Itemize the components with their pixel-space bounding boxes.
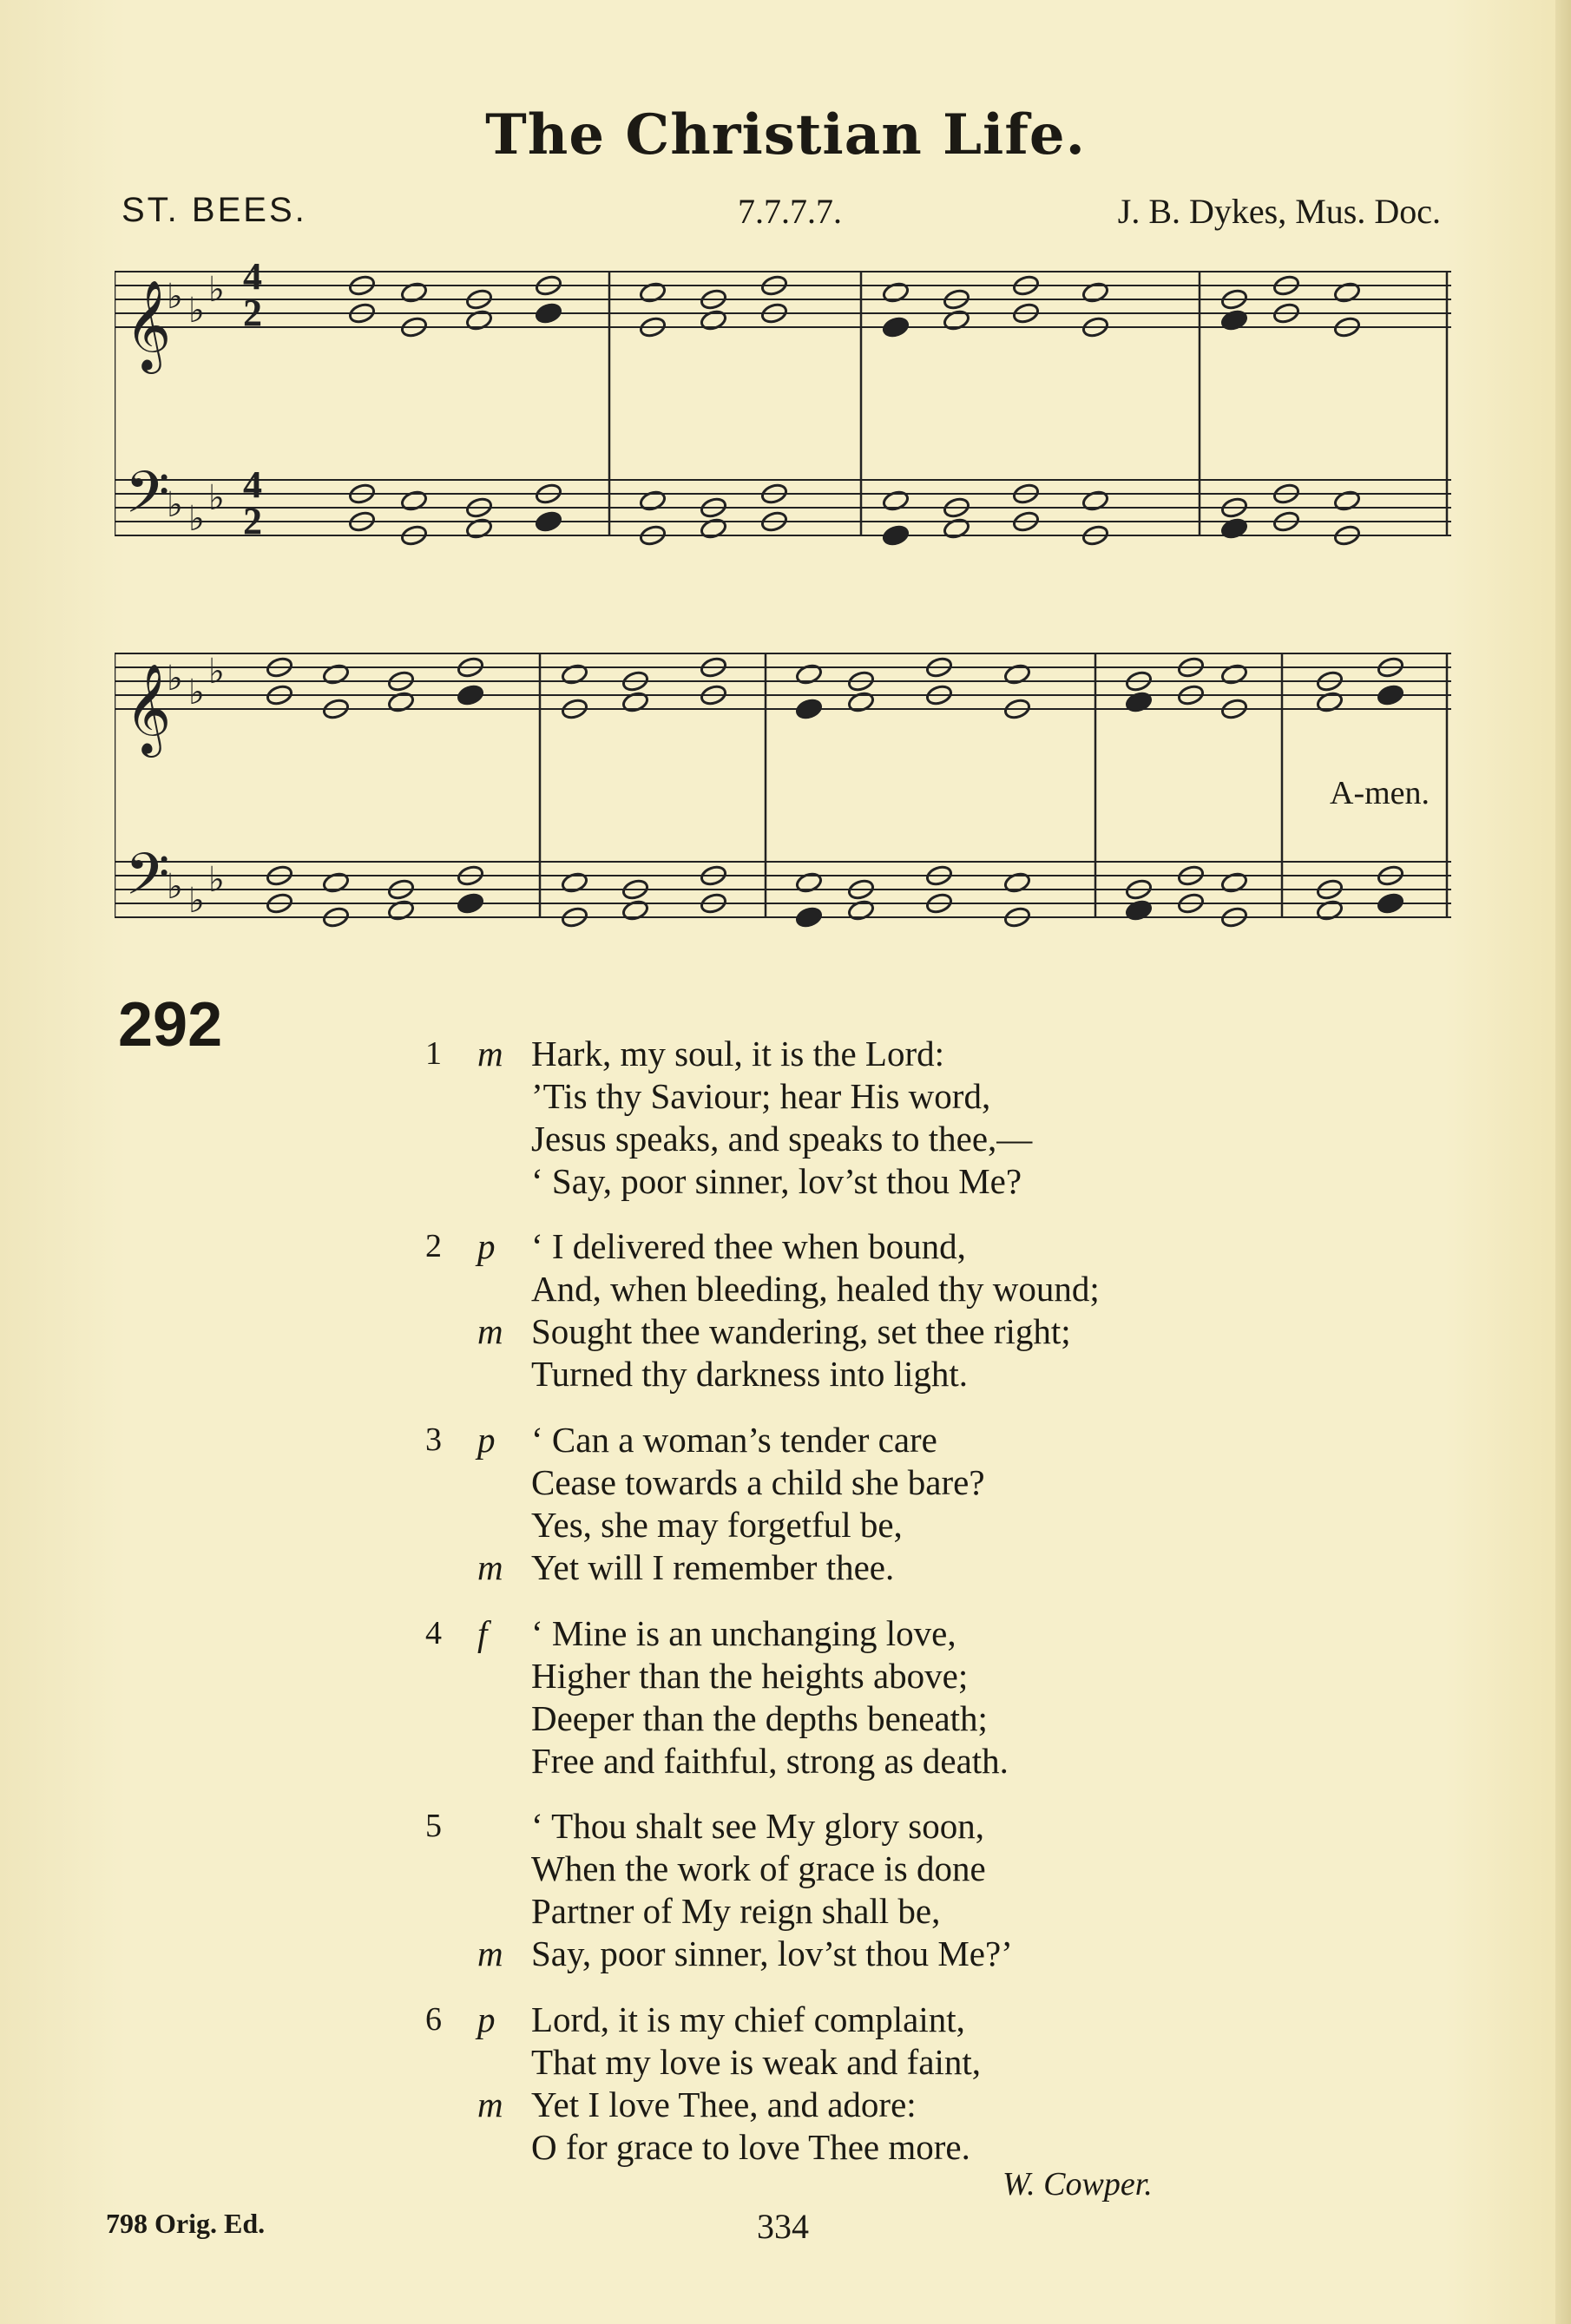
tune-name: ST. BEES. [122,191,307,229]
note-head [457,684,484,706]
lyric-line: ‘ Mine is an unchanging love, [531,1613,956,1653]
dynamic-marking: f [477,1613,488,1653]
note-head [847,899,875,922]
note-head [1125,691,1153,713]
lyric-line: Cease towards a child she bare? [531,1462,985,1502]
lyric-line: When the work of grace is done [531,1848,986,1888]
hymn-number: 292 [118,990,223,1060]
note-head [400,281,428,304]
stanza-line [425,1075,1293,1118]
stanza [425,1999,1293,2169]
note-head [1377,892,1404,915]
dynamic-marking: m [477,1034,503,1073]
lyric-line: Say, poor sinner, lov’st thou Me?’ [531,1933,1013,1973]
stanza-line [425,1225,1293,1268]
note-head [1333,489,1361,512]
barlines [115,272,1447,917]
music-score [115,256,1469,968]
stanza [425,1033,1293,1203]
bass-clef: 𝄢 [125,459,170,540]
lyric-line: Higher than the heights above; [531,1656,969,1696]
svg-text:♭: ♭ [167,485,183,525]
dynamic-marking: m [477,1311,503,1351]
lyric-line: ‘ Say, poor sinner, lov’st thou Me? [531,1161,1022,1201]
note-head [1333,281,1361,304]
tune-metre: 7.7.7.7. [738,192,842,231]
stanza-line [425,1697,1293,1740]
lyric-line: Yes, she may forgetful be, [531,1505,903,1545]
stanza-line [425,1612,1293,1655]
stanza-line [425,1419,1293,1461]
stanza-number: 2 [425,1228,442,1264]
section-title: The Christian Life. [485,102,1086,167]
note-head [1220,663,1248,686]
lyric-line: ‘ I delivered thee when bound, [531,1226,966,1266]
lyric-line: Free and faithful, strong as death. [531,1741,1009,1781]
stanza-line [425,1033,1293,1075]
note-head [882,524,910,547]
note-head [322,871,350,894]
dynamic-marking: p [477,1226,496,1266]
svg-text:♭: ♭ [188,881,205,921]
stanza [425,1805,1293,1975]
svg-text:2: 2 [243,292,262,334]
note-head [1220,871,1248,894]
stanza [425,1225,1293,1395]
note-head [465,309,493,332]
clefs [125,279,171,922]
treble-clef: 𝄞 [125,663,172,754]
note-head [882,281,910,304]
stanza-line [425,1740,1293,1782]
svg-text:♭: ♭ [208,270,225,310]
note-head [465,517,493,540]
time-signatures [243,256,262,542]
key-signatures [167,270,225,921]
stanza-line [425,1805,1293,1848]
note-head [387,899,415,922]
stanza [425,1612,1293,1782]
stanza-line [425,1118,1293,1160]
notes [266,274,1404,929]
lyric-line: Yet I love Thee, and adore: [531,2084,917,2124]
note-head [700,517,727,540]
note-head [1003,871,1031,894]
stanza-number: 1 [425,1035,442,1072]
svg-text:♭: ♭ [188,673,205,712]
note-head [1316,899,1344,922]
note-head [795,871,823,894]
stanza-line [425,1353,1293,1395]
note-head [400,489,428,512]
note-head [1316,691,1344,713]
svg-text:♭: ♭ [208,652,225,692]
note-head [1081,281,1109,304]
stanza-line [425,1160,1293,1203]
svg-text:♭: ♭ [167,277,183,317]
stanza-line [425,1461,1293,1504]
lyric-line: Yet will I remember thee. [531,1547,895,1587]
note-head [561,871,588,894]
hymn-author: W. Cowper. [1002,2166,1153,2203]
stanza-line [425,2084,1293,2126]
lyric-line: Turned thy darkness into light. [531,1354,969,1394]
stanza-line [425,1546,1293,1589]
stanza-line [425,1933,1293,1975]
dynamic-marking: p [477,1420,496,1460]
dynamic-marking: m [477,1547,503,1587]
svg-text:4: 4 [243,256,262,298]
svg-text:♭: ♭ [188,291,205,331]
treble-clef: 𝄞 [125,279,172,371]
lyric-line: Jesus speaks, and speaks to thee,— [531,1119,1033,1159]
note-head [700,309,727,332]
note-head [943,517,970,540]
lyric-line: That my love is weak and faint, [531,2042,982,2082]
stanza-line [425,1504,1293,1546]
lyric-line: ‘ Thou shalt see My glory soon, [531,1806,984,1846]
stanza-line [425,1655,1293,1697]
note-head [847,691,875,713]
lyric-line: ‘ Can a woman’s tender care [531,1420,937,1460]
staff-lines [115,272,1451,917]
note-head [1220,309,1248,332]
note-head [621,899,649,922]
lyric-line: Sought thee wandering, set thee right; [531,1311,1071,1351]
note-head [795,663,823,686]
tune-composer: J. B. Dykes, Mus. Doc. [1117,192,1441,231]
lyric-line: O for grace to love Thee more. [531,2127,970,2167]
bass-clef: 𝄢 [125,841,170,922]
note-head [535,302,562,325]
note-head [1081,489,1109,512]
lyric-line: ’Tis thy Saviour; hear His word, [531,1076,991,1116]
note-head [1003,663,1031,686]
note-head [387,691,415,713]
stanza-line [425,1848,1293,1890]
stanza-line [425,1890,1293,1933]
stanza-number: 3 [425,1421,442,1458]
svg-text:♭: ♭ [208,478,225,518]
note-head [882,316,910,338]
footer-edition: 798 Orig. Ed. [106,2208,266,2239]
note-head [561,663,588,686]
lyric-line: Deeper than the depths beneath; [531,1698,988,1738]
svg-text:♭: ♭ [188,499,205,539]
lyric-line: Partner of My reign shall be, [531,1891,941,1931]
amen-label: A-men. [1330,775,1430,811]
note-head [1220,517,1248,540]
note-head [322,663,350,686]
note-head [882,489,910,512]
note-head [1377,684,1404,706]
note-head [1125,899,1153,922]
note-head [795,698,823,720]
stanza-number: 6 [425,2001,442,2038]
svg-text:♭: ♭ [167,867,183,907]
stanza-line [425,2041,1293,2084]
note-head [943,309,970,332]
stanza [425,1419,1293,1589]
svg-text:♭: ♭ [208,860,225,900]
note-head [795,906,823,929]
lyric-line: Lord, it is my chief complaint, [531,1999,965,2039]
stanza-number: 4 [425,1615,442,1651]
dynamic-marking: m [477,1933,503,1973]
stanza-line [425,2126,1293,2169]
note-head [457,892,484,915]
page-edge [1555,0,1571,2324]
stanza-number: 5 [425,1808,442,1844]
svg-text:4: 4 [243,463,262,506]
note-head [639,489,667,512]
stanza-line [425,1268,1293,1310]
lyric-line: Hark, my soul, it is the Lord: [531,1034,945,1073]
svg-text:♭: ♭ [167,659,183,699]
dynamic-marking: p [477,1999,496,2039]
note-head [639,281,667,304]
stanza-line [425,1310,1293,1353]
stanza-line [425,1999,1293,2041]
note-head [621,691,649,713]
lyric-line: And, when bleeding, healed thy wound; [531,1269,1100,1309]
note-head [535,510,562,533]
svg-text:2: 2 [243,500,262,542]
page-number: 334 [757,2207,809,2246]
dynamic-marking: m [477,2084,503,2124]
